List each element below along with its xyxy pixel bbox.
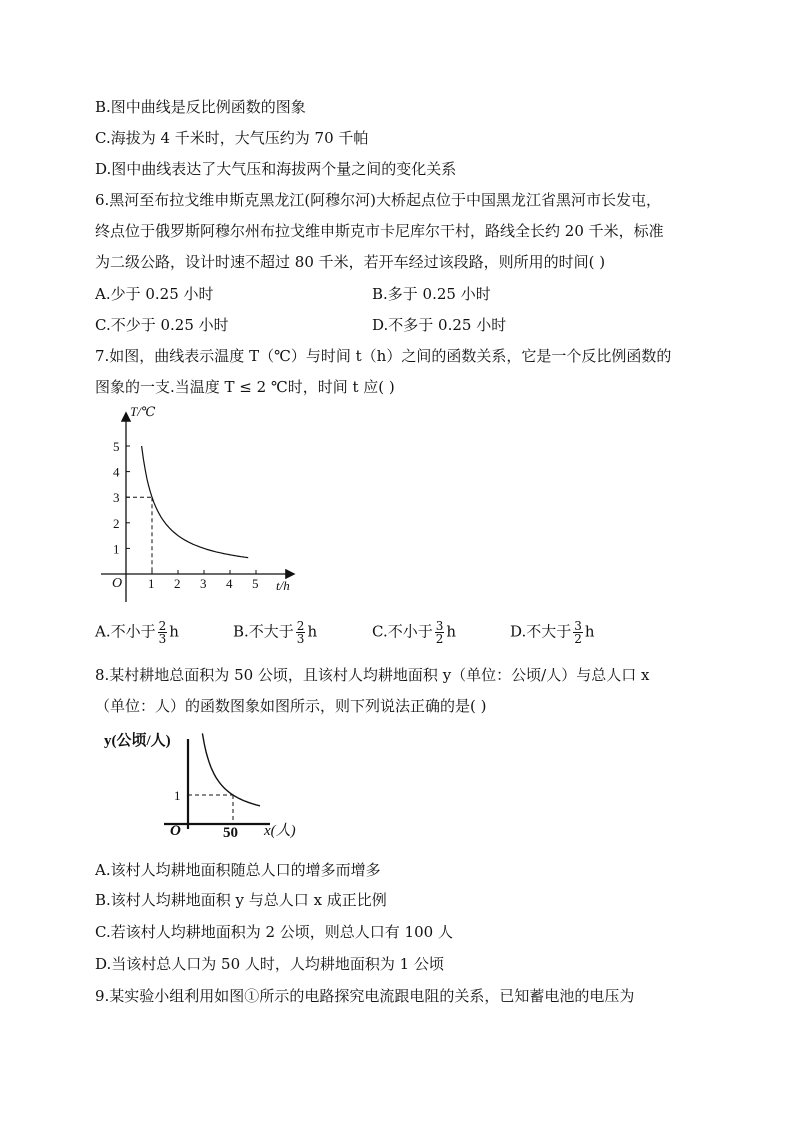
q7-stem-line2: 图象的一支.当温度 T ≤ 2 ℃时，时间 t 应( ) — [95, 378, 395, 396]
q7-origin-label: O — [112, 576, 123, 591]
q7-stem-line1: 7.如图，曲线表示温度 T（℃）与时间 t（h）之间的函数关系，它是一个反比例函数的 — [95, 347, 672, 365]
q7-y-tick-label: 3 — [113, 490, 120, 506]
q7-x-tick-label: 5 — [252, 576, 259, 591]
q6-stem-line2: 终点位于俄罗斯阿穆尔州布拉戈维申斯克市卡尼库尔干村，路线全长约 20 千米，标准 — [95, 222, 664, 240]
q7-x-tick-label: 4 — [226, 576, 233, 591]
q7-option-c: C.不小于 $\frac{3}{2}$ h — [372, 619, 457, 646]
q6-option-d: D.不多于 0.25 小时 — [372, 316, 507, 334]
q8-chart — [100, 725, 310, 845]
q8-origin-label: O — [170, 823, 181, 839]
q7-x-tick-label: 3 — [200, 576, 207, 591]
q7-y-tick-label: 1 — [113, 541, 120, 557]
q6-stem-line3: 为二级公路，设计时速不超过 80 千米，若开车经过该段路，则所用的时间( ) — [95, 253, 606, 271]
q7-x-tick-label: 1 — [148, 576, 155, 591]
q8-y-tick-label: 1 — [174, 788, 181, 803]
q7-option-b: B.不大于 $\frac{2}{3}$ h — [233, 619, 318, 646]
q7-option-d: D.不大于 $\frac{3}{2}$ h — [510, 619, 595, 646]
q8-option-b: B.该村人均耕地面积 y 与总人口 x 成正比例 — [95, 891, 387, 909]
q7-x-axis-label: t/h — [276, 578, 290, 593]
q6-option-c: C.不少于 0.25 小时 — [95, 316, 229, 334]
q8-option-d: D.当该村总人口为 50 人时，人均耕地面积为 1 公顷 — [95, 955, 444, 973]
q7-curve — [142, 446, 249, 558]
q8-x-axis-label: x(人) — [264, 823, 296, 839]
q9-stem-line1: 9.某实验小组利用如图①所示的电路探究电流跟电阻的关系，已知蓄电池的电压为 — [95, 987, 635, 1005]
q8-stem-line1: 8.某村耕地总面积为 50 公顷，且该村人均耕地面积 y（单位：公顷/人）与总人口 x — [95, 666, 650, 684]
q8-stem-line2: （单位：人）的函数图象如图所示，则下列说法正确的是( ) — [95, 697, 487, 715]
q7-option-a: A.不小于 $\frac{2}{3}$ h — [95, 619, 179, 646]
q7-y-tick-label: 2 — [113, 515, 120, 531]
q7-y-axis-label: T/℃ — [130, 404, 156, 419]
q7-y-tick-label: 4 — [113, 464, 120, 480]
q8-option-a: A.该村人均耕地面积随总人口的增多而增多 — [95, 861, 381, 879]
q5-option-d: D.图中曲线表达了大气压和海拔两个量之间的变化关系 — [95, 160, 457, 178]
q8-option-c: C.若该村人均耕地面积为 2 公顷，则总人口有 100 人 — [95, 923, 453, 941]
q6-stem-line1: 6.黑河至布拉戈维申斯克黑龙江(阿穆尔河)大桥起点位于中国黑龙江省黑河市长发屯， — [95, 191, 662, 209]
q7-y-tick-label: 5 — [113, 439, 120, 454]
q7-chart — [96, 400, 306, 610]
q6-option-b: B.多于 0.25 小时 — [372, 285, 491, 303]
q5-option-c: C.海拔为 4 千米时，大气压约为 70 千帕 — [95, 129, 369, 147]
q6-option-a: A.少于 0.25 小时 — [95, 285, 214, 303]
q5-option-b: B.图中曲线是反比例函数的图象 — [95, 98, 306, 116]
q7-x-tick-label: 2 — [174, 576, 181, 591]
q8-y-axis-label: y(公顷/人) — [104, 733, 171, 749]
q8-x-tick-label: 50 — [223, 825, 238, 841]
